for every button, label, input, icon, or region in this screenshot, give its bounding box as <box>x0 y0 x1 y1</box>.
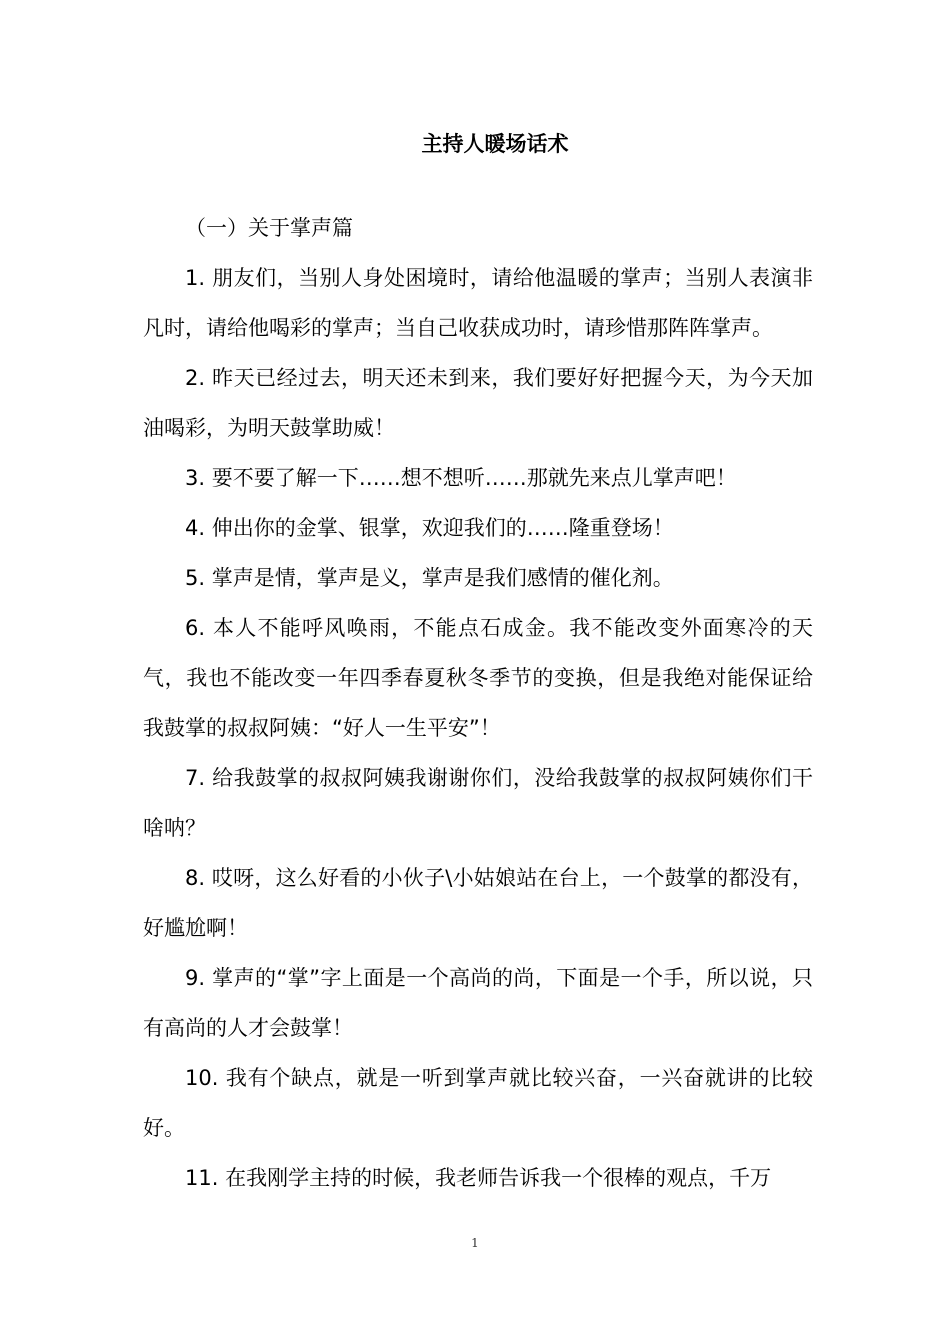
paragraph-11: 11. 在我刚学主持的时候，我老师告诉我一个很棒的观点，千万 <box>185 1166 772 1190</box>
paragraph-4: 4. 伸出你的金掌、银掌，欢迎我们的……隆重登场！ <box>185 516 674 540</box>
paragraph-2: 2. 昨天已经过去，明天还未到来，我们要好好把握今天，为今天加油喝彩，为明天鼓掌助威！ <box>143 366 813 440</box>
paragraph-3: 3. 要不要了解一下……想不想听……那就先来点儿掌声吧！ <box>185 466 737 490</box>
section-heading: （一）关于掌声篇 <box>185 216 353 240</box>
document-body <box>143 203 813 1203</box>
paragraph-6: 6. 本人不能呼风唤雨，不能点石成金。我不能改变外面寒冷的天气，我也不能改变一年四季春夏秋冬季节的变换，但是我绝对能保证给我鼓掌的叔叔阿姨：“好人一生平安”！ <box>143 616 813 740</box>
paragraph-10: 10. 我有个缺点，就是一听到掌声就比较兴奋，一兴奋就讲的比较好。 <box>143 1066 813 1140</box>
paragraph-1: 1. 朋友们，当别人身处困境时，请给他温暖的掌声；当别人表演非凡时，请给他喝彩的掌声；当自己收获成功时，请珍惜那阵阵掌声。 <box>143 266 813 340</box>
paragraph-7: 7. 给我鼓掌的叔叔阿姨我谢谢你们，没给我鼓掌的叔叔阿姨你们干啥呐？ <box>143 766 813 840</box>
paragraph-5: 5. 掌声是情，掌声是义，掌声是我们感情的催化剂。 <box>185 566 674 590</box>
paragraph-9: 9. 掌声的“掌”字上面是一个高尚的尚，下面是一个手，所以说，只有高尚的人才会鼓掌！ <box>143 966 813 1040</box>
document-title: 主持人暖场话术 <box>421 132 569 156</box>
paragraph-8: 8. 哎呀，这么好看的小伙子\小姑娘站在台上，一个鼓掌的都没有，好尴尬啊！ <box>143 866 813 940</box>
page-number: 1 <box>471 1236 479 1250</box>
